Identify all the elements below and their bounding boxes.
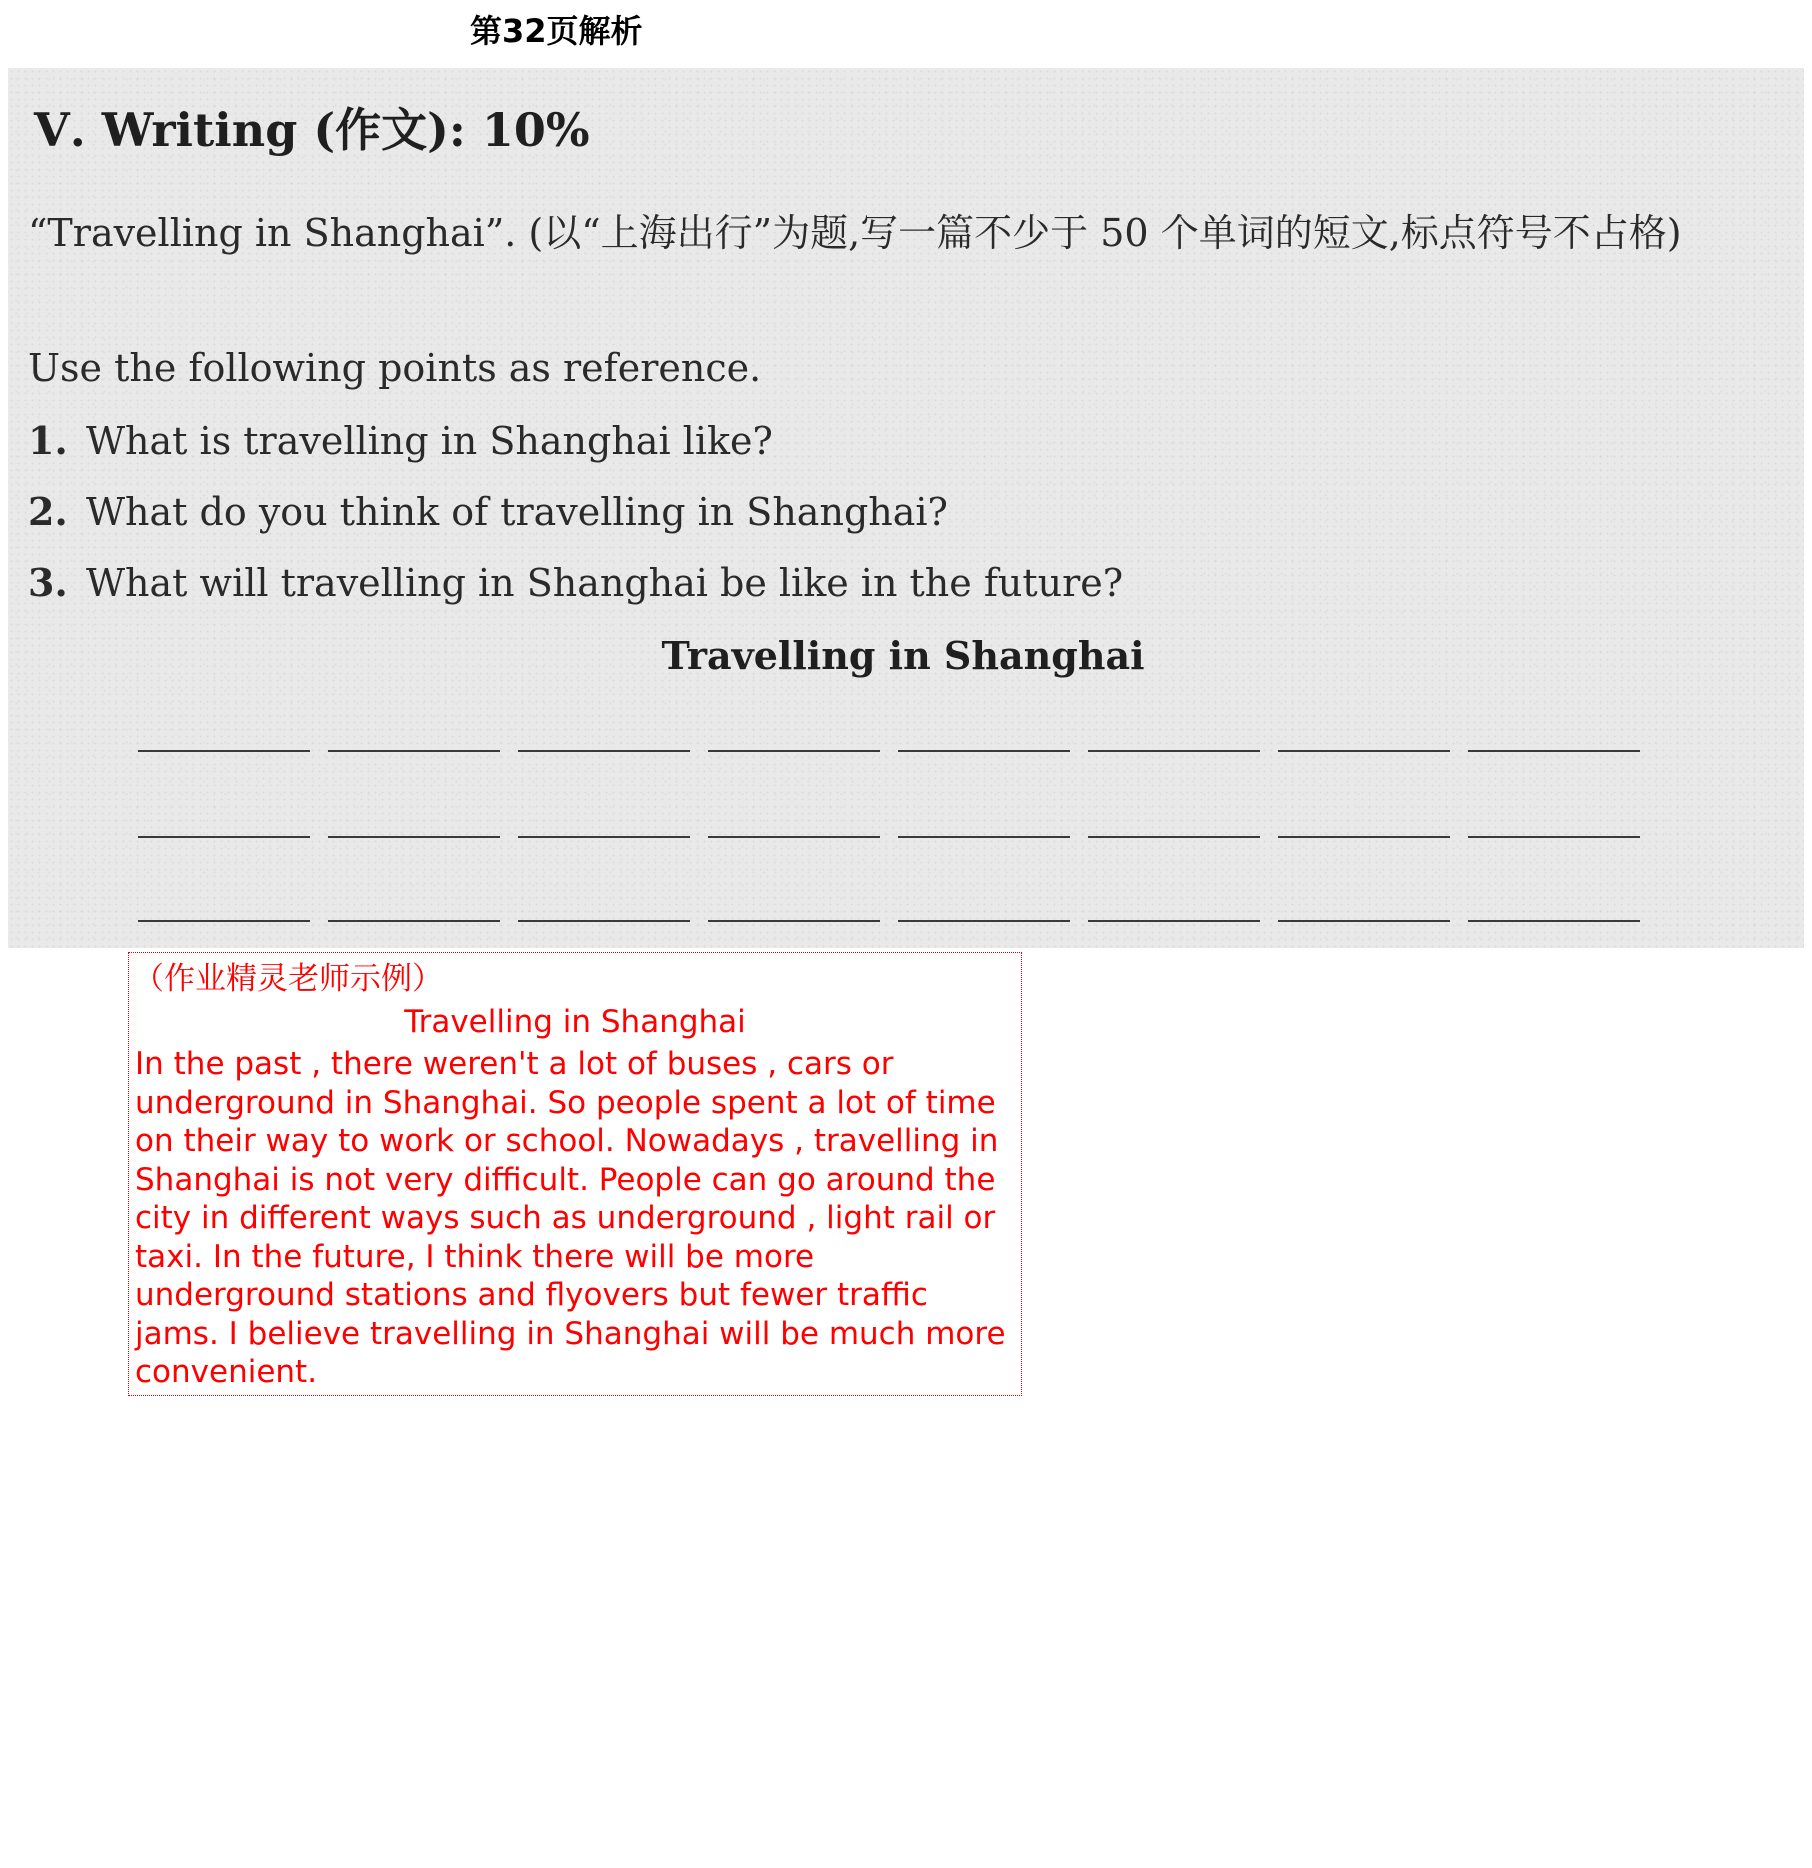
point-number: 3. <box>28 560 68 605</box>
essay-title: Travelling in Shanghai <box>661 633 1145 678</box>
point-text: What do you think of travelling in Shanghai? <box>86 490 948 534</box>
point-text: What is travelling in Shanghai like? <box>86 419 773 463</box>
page-heading: 第32页解析 <box>470 12 643 50</box>
writing-line-row <box>138 836 1658 839</box>
writing-line-row <box>138 750 1658 753</box>
point-number: 2. <box>28 489 68 534</box>
reference-point <box>28 489 948 534</box>
section-title: Ⅴ. Writing (作文): 10% <box>34 103 590 157</box>
reference-intro: Use the following points as reference. <box>28 346 762 390</box>
point-number: 1. <box>28 418 68 463</box>
point-text: What will travelling in Shanghai be like in the future? <box>86 561 1124 605</box>
answer-body: In the past , there weren't a lot of buses , cars or underground in Shanghai. So people spent a lot of time on their way to work or school. Nowadays , travelling in Shanghai is not very difficult. People can go around the city in different ways such as underground , light rail or taxi. In the future, I think there will be more underground stations and flyovers but fewer traffic jams. I believe travelling in Shanghai will be much more convenient. <box>135 1046 1006 1390</box>
sample-answer-box <box>128 952 1022 1396</box>
reference-point <box>28 418 773 463</box>
reference-point <box>28 560 1123 605</box>
answer-title: Travelling in Shanghai <box>404 1004 746 1040</box>
writing-instruction: “Travelling in Shanghai”. (以“上海出行”为题,写一篇不少于 50 个单词的短文,标点符号不占格) <box>28 211 1682 255</box>
answer-note: （作业精灵老师示例） <box>133 961 443 997</box>
writing-line-row <box>138 920 1658 923</box>
scanned-exercise <box>8 68 1804 948</box>
